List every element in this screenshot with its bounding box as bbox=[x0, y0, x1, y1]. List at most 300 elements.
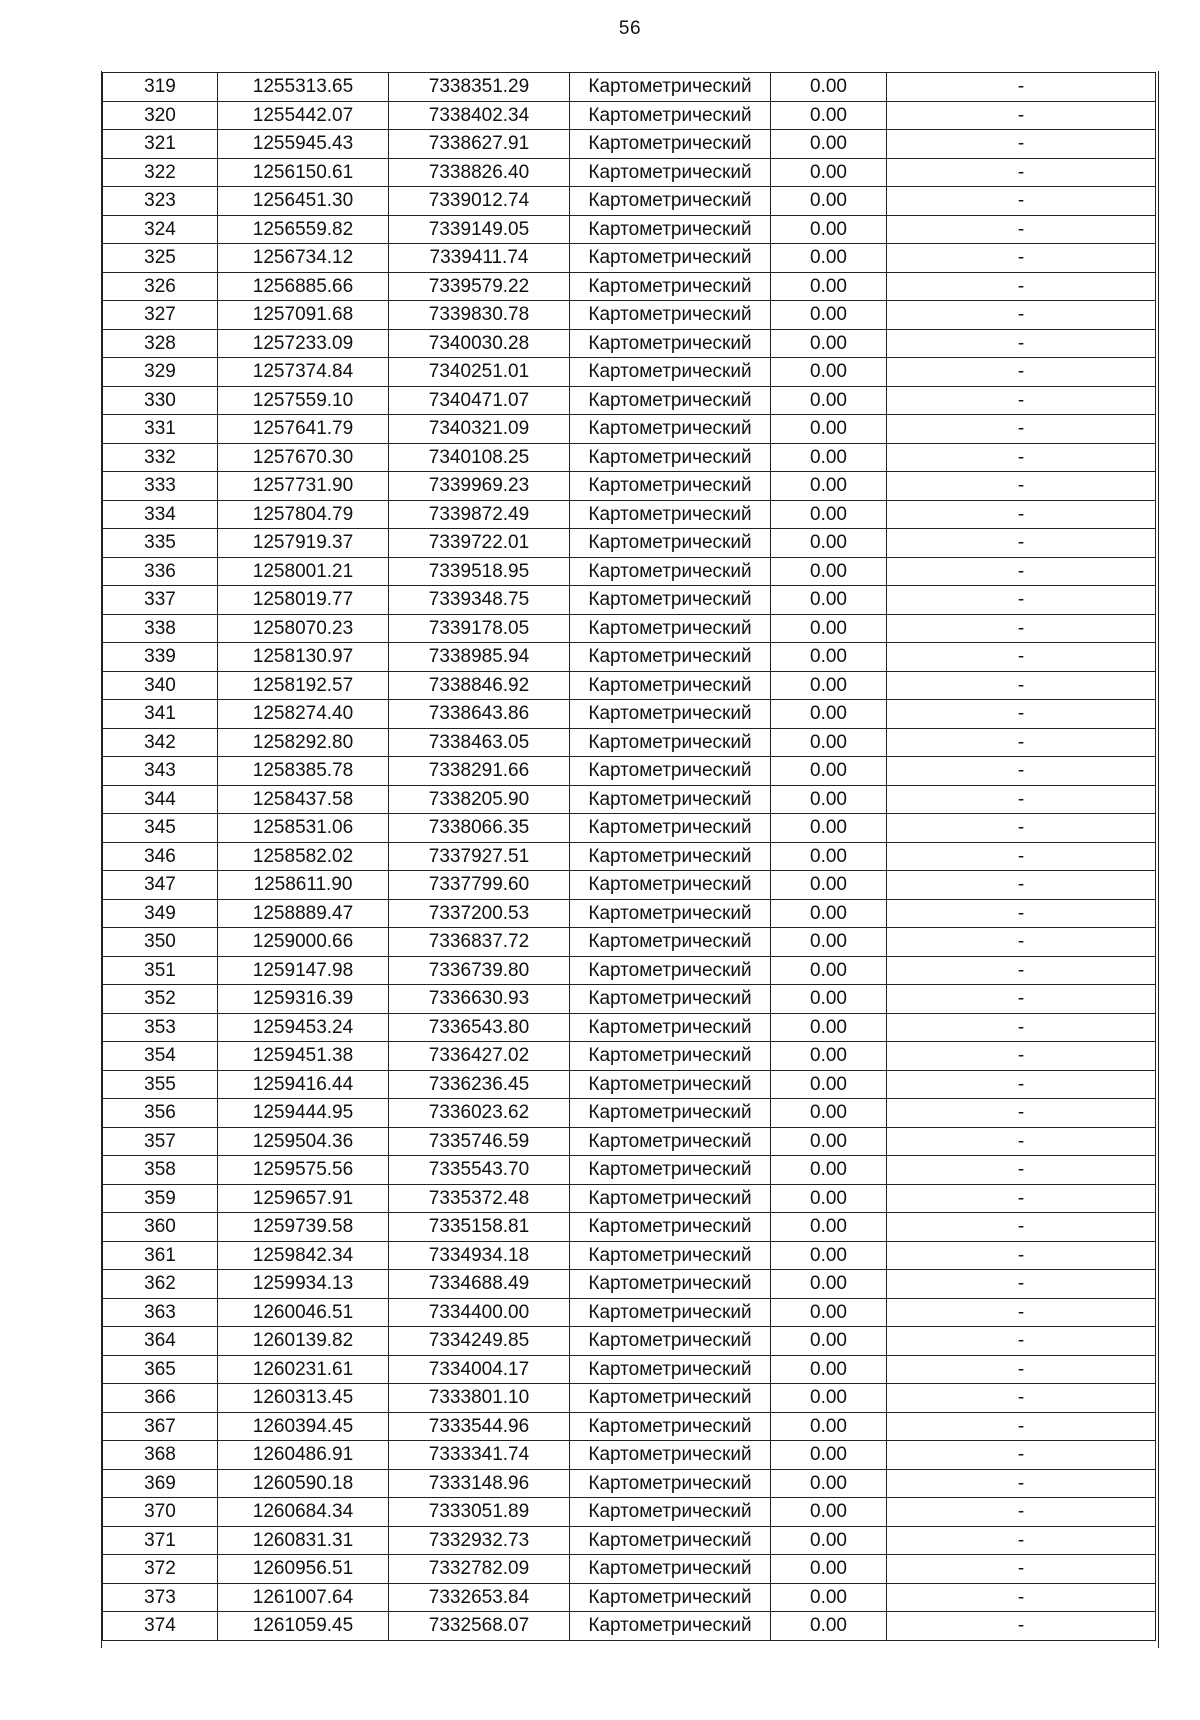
x-coordinate-cell: 1259739.58 bbox=[218, 1213, 389, 1242]
description-cell: - bbox=[887, 1612, 1156, 1641]
method-cell: Картометрический bbox=[570, 1612, 771, 1641]
y-coordinate-cell: 7333544.96 bbox=[389, 1412, 570, 1441]
error-cell: 0.00 bbox=[771, 1441, 887, 1470]
error-cell: 0.00 bbox=[771, 985, 887, 1014]
description-cell: - bbox=[887, 842, 1156, 871]
error-cell: 0.00 bbox=[771, 443, 887, 472]
method-cell: Картометрический bbox=[570, 899, 771, 928]
point-number-cell: 329 bbox=[103, 358, 218, 387]
x-coordinate-cell: 1260590.18 bbox=[218, 1469, 389, 1498]
table-row bbox=[103, 1355, 1156, 1384]
description-cell: - bbox=[887, 1384, 1156, 1413]
description-cell: - bbox=[887, 187, 1156, 216]
method-cell: Картометрический bbox=[570, 785, 771, 814]
method-cell: Картометрический bbox=[570, 1013, 771, 1042]
error-cell: 0.00 bbox=[771, 1156, 887, 1185]
table-row bbox=[103, 1241, 1156, 1270]
x-coordinate-cell: 1260231.61 bbox=[218, 1355, 389, 1384]
x-coordinate-cell: 1256734.12 bbox=[218, 244, 389, 273]
method-cell: Картометрический bbox=[570, 1555, 771, 1584]
error-cell: 0.00 bbox=[771, 187, 887, 216]
method-cell: Картометрический bbox=[570, 1127, 771, 1156]
point-number-cell: 346 bbox=[103, 842, 218, 871]
x-coordinate-cell: 1258582.02 bbox=[218, 842, 389, 871]
error-cell: 0.00 bbox=[771, 1412, 887, 1441]
point-number-cell: 359 bbox=[103, 1184, 218, 1213]
point-number-cell: 363 bbox=[103, 1298, 218, 1327]
method-cell: Картометрический bbox=[570, 1441, 771, 1470]
method-cell: Картометрический bbox=[570, 244, 771, 273]
point-number-cell: 339 bbox=[103, 643, 218, 672]
description-cell: - bbox=[887, 73, 1156, 102]
description-cell: - bbox=[887, 1469, 1156, 1498]
point-number-cell: 342 bbox=[103, 728, 218, 757]
description-cell: - bbox=[887, 728, 1156, 757]
error-cell: 0.00 bbox=[771, 301, 887, 330]
x-coordinate-cell: 1258274.40 bbox=[218, 700, 389, 729]
y-coordinate-cell: 7332782.09 bbox=[389, 1555, 570, 1584]
x-coordinate-cell: 1258385.78 bbox=[218, 757, 389, 786]
y-coordinate-cell: 7335746.59 bbox=[389, 1127, 570, 1156]
y-coordinate-cell: 7333801.10 bbox=[389, 1384, 570, 1413]
description-cell: - bbox=[887, 244, 1156, 273]
description-cell: - bbox=[887, 272, 1156, 301]
point-number-cell: 324 bbox=[103, 215, 218, 244]
coordinates-table bbox=[102, 72, 1156, 1641]
method-cell: Картометрический bbox=[570, 1042, 771, 1071]
method-cell: Картометрический bbox=[570, 871, 771, 900]
error-cell: 0.00 bbox=[771, 1469, 887, 1498]
table-row bbox=[103, 500, 1156, 529]
point-number-cell: 371 bbox=[103, 1526, 218, 1555]
point-number-cell: 321 bbox=[103, 130, 218, 159]
error-cell: 0.00 bbox=[771, 73, 887, 102]
description-cell: - bbox=[887, 1498, 1156, 1527]
method-cell: Картометрический bbox=[570, 700, 771, 729]
y-coordinate-cell: 7339830.78 bbox=[389, 301, 570, 330]
method-cell: Картометрический bbox=[570, 956, 771, 985]
method-cell: Картометрический bbox=[570, 1498, 771, 1527]
y-coordinate-cell: 7338351.29 bbox=[389, 73, 570, 102]
y-coordinate-cell: 7338846.92 bbox=[389, 671, 570, 700]
table-row bbox=[103, 1612, 1156, 1641]
table-row bbox=[103, 358, 1156, 387]
error-cell: 0.00 bbox=[771, 500, 887, 529]
table-row bbox=[103, 386, 1156, 415]
error-cell: 0.00 bbox=[771, 557, 887, 586]
table-row bbox=[103, 130, 1156, 159]
point-number-cell: 365 bbox=[103, 1355, 218, 1384]
x-coordinate-cell: 1258001.21 bbox=[218, 557, 389, 586]
error-cell: 0.00 bbox=[771, 1270, 887, 1299]
description-cell: - bbox=[887, 1127, 1156, 1156]
point-number-cell: 325 bbox=[103, 244, 218, 273]
description-cell: - bbox=[887, 1583, 1156, 1612]
y-coordinate-cell: 7334249.85 bbox=[389, 1327, 570, 1356]
method-cell: Картометрический bbox=[570, 1327, 771, 1356]
description-cell: - bbox=[887, 1156, 1156, 1185]
y-coordinate-cell: 7332653.84 bbox=[389, 1583, 570, 1612]
method-cell: Картометрический bbox=[570, 1384, 771, 1413]
point-number-cell: 372 bbox=[103, 1555, 218, 1584]
point-number-cell: 373 bbox=[103, 1583, 218, 1612]
y-coordinate-cell: 7338402.34 bbox=[389, 101, 570, 130]
description-cell: - bbox=[887, 1042, 1156, 1071]
x-coordinate-cell: 1258611.90 bbox=[218, 871, 389, 900]
method-cell: Картометрический bbox=[570, 842, 771, 871]
point-number-cell: 323 bbox=[103, 187, 218, 216]
table-row bbox=[103, 301, 1156, 330]
x-coordinate-cell: 1257641.79 bbox=[218, 415, 389, 444]
method-cell: Картометрический bbox=[570, 671, 771, 700]
table-row bbox=[103, 842, 1156, 871]
table-row bbox=[103, 643, 1156, 672]
error-cell: 0.00 bbox=[771, 1555, 887, 1584]
error-cell: 0.00 bbox=[771, 358, 887, 387]
y-coordinate-cell: 7336837.72 bbox=[389, 928, 570, 957]
method-cell: Картометрический bbox=[570, 1298, 771, 1327]
error-cell: 0.00 bbox=[771, 130, 887, 159]
method-cell: Картометрический bbox=[570, 1070, 771, 1099]
y-coordinate-cell: 7340321.09 bbox=[389, 415, 570, 444]
error-cell: 0.00 bbox=[771, 1013, 887, 1042]
point-number-cell: 358 bbox=[103, 1156, 218, 1185]
description-cell: - bbox=[887, 1327, 1156, 1356]
table-row bbox=[103, 785, 1156, 814]
x-coordinate-cell: 1256451.30 bbox=[218, 187, 389, 216]
description-cell: - bbox=[887, 757, 1156, 786]
point-number-cell: 340 bbox=[103, 671, 218, 700]
y-coordinate-cell: 7338291.66 bbox=[389, 757, 570, 786]
description-cell: - bbox=[887, 956, 1156, 985]
method-cell: Картометрический bbox=[570, 472, 771, 501]
point-number-cell: 331 bbox=[103, 415, 218, 444]
table-row bbox=[103, 1412, 1156, 1441]
x-coordinate-cell: 1258531.06 bbox=[218, 814, 389, 843]
table-row bbox=[103, 671, 1156, 700]
description-cell: - bbox=[887, 671, 1156, 700]
table-row bbox=[103, 899, 1156, 928]
method-cell: Картометрический bbox=[570, 158, 771, 187]
method-cell: Картометрический bbox=[570, 1270, 771, 1299]
y-coordinate-cell: 7335158.81 bbox=[389, 1213, 570, 1242]
error-cell: 0.00 bbox=[771, 871, 887, 900]
description-cell: - bbox=[887, 586, 1156, 615]
x-coordinate-cell: 1258019.77 bbox=[218, 586, 389, 615]
y-coordinate-cell: 7338985.94 bbox=[389, 643, 570, 672]
x-coordinate-cell: 1258070.23 bbox=[218, 614, 389, 643]
y-coordinate-cell: 7336543.80 bbox=[389, 1013, 570, 1042]
method-cell: Картометрический bbox=[570, 1526, 771, 1555]
x-coordinate-cell: 1261007.64 bbox=[218, 1583, 389, 1612]
y-coordinate-cell: 7335372.48 bbox=[389, 1184, 570, 1213]
x-coordinate-cell: 1256150.61 bbox=[218, 158, 389, 187]
x-coordinate-cell: 1259657.91 bbox=[218, 1184, 389, 1213]
error-cell: 0.00 bbox=[771, 1042, 887, 1071]
x-coordinate-cell: 1259453.24 bbox=[218, 1013, 389, 1042]
y-coordinate-cell: 7336630.93 bbox=[389, 985, 570, 1014]
x-coordinate-cell: 1260831.31 bbox=[218, 1526, 389, 1555]
description-cell: - bbox=[887, 1412, 1156, 1441]
x-coordinate-cell: 1256559.82 bbox=[218, 215, 389, 244]
error-cell: 0.00 bbox=[771, 472, 887, 501]
table-row bbox=[103, 728, 1156, 757]
point-number-cell: 352 bbox=[103, 985, 218, 1014]
x-coordinate-cell: 1260684.34 bbox=[218, 1498, 389, 1527]
description-cell: - bbox=[887, 814, 1156, 843]
x-coordinate-cell: 1257731.90 bbox=[218, 472, 389, 501]
method-cell: Картометрический bbox=[570, 1469, 771, 1498]
y-coordinate-cell: 7338826.40 bbox=[389, 158, 570, 187]
table-row bbox=[103, 1156, 1156, 1185]
method-cell: Картометрический bbox=[570, 728, 771, 757]
table-row bbox=[103, 1498, 1156, 1527]
x-coordinate-cell: 1258292.80 bbox=[218, 728, 389, 757]
error-cell: 0.00 bbox=[771, 814, 887, 843]
y-coordinate-cell: 7339012.74 bbox=[389, 187, 570, 216]
y-coordinate-cell: 7336023.62 bbox=[389, 1099, 570, 1128]
error-cell: 0.00 bbox=[771, 1241, 887, 1270]
x-coordinate-cell: 1259000.66 bbox=[218, 928, 389, 957]
description-cell: - bbox=[887, 785, 1156, 814]
point-number-cell: 374 bbox=[103, 1612, 218, 1641]
description-cell: - bbox=[887, 871, 1156, 900]
description-cell: - bbox=[887, 1241, 1156, 1270]
table-row bbox=[103, 1441, 1156, 1470]
y-coordinate-cell: 7340108.25 bbox=[389, 443, 570, 472]
method-cell: Картометрический bbox=[570, 1184, 771, 1213]
method-cell: Картометрический bbox=[570, 1241, 771, 1270]
method-cell: Картометрический bbox=[570, 1156, 771, 1185]
point-number-cell: 350 bbox=[103, 928, 218, 957]
description-cell: - bbox=[887, 329, 1156, 358]
error-cell: 0.00 bbox=[771, 899, 887, 928]
x-coordinate-cell: 1260956.51 bbox=[218, 1555, 389, 1584]
point-number-cell: 338 bbox=[103, 614, 218, 643]
point-number-cell: 356 bbox=[103, 1099, 218, 1128]
point-number-cell: 326 bbox=[103, 272, 218, 301]
description-cell: - bbox=[887, 215, 1156, 244]
table-row bbox=[103, 614, 1156, 643]
x-coordinate-cell: 1260139.82 bbox=[218, 1327, 389, 1356]
x-coordinate-cell: 1258192.57 bbox=[218, 671, 389, 700]
y-coordinate-cell: 7336236.45 bbox=[389, 1070, 570, 1099]
method-cell: Картометрический bbox=[570, 985, 771, 1014]
y-coordinate-cell: 7337799.60 bbox=[389, 871, 570, 900]
error-cell: 0.00 bbox=[771, 1526, 887, 1555]
method-cell: Картометрический bbox=[570, 500, 771, 529]
x-coordinate-cell: 1259316.39 bbox=[218, 985, 389, 1014]
point-number-cell: 335 bbox=[103, 529, 218, 558]
method-cell: Картометрический bbox=[570, 928, 771, 957]
y-coordinate-cell: 7339348.75 bbox=[389, 586, 570, 615]
error-cell: 0.00 bbox=[771, 1213, 887, 1242]
method-cell: Картометрический bbox=[570, 272, 771, 301]
y-coordinate-cell: 7338643.86 bbox=[389, 700, 570, 729]
point-number-cell: 361 bbox=[103, 1241, 218, 1270]
description-cell: - bbox=[887, 1526, 1156, 1555]
x-coordinate-cell: 1260046.51 bbox=[218, 1298, 389, 1327]
table-row bbox=[103, 956, 1156, 985]
error-cell: 0.00 bbox=[771, 757, 887, 786]
point-number-cell: 328 bbox=[103, 329, 218, 358]
method-cell: Картометрический bbox=[570, 757, 771, 786]
y-coordinate-cell: 7334688.49 bbox=[389, 1270, 570, 1299]
error-cell: 0.00 bbox=[771, 1070, 887, 1099]
y-coordinate-cell: 7332932.73 bbox=[389, 1526, 570, 1555]
description-cell: - bbox=[887, 443, 1156, 472]
description-cell: - bbox=[887, 614, 1156, 643]
table-row bbox=[103, 814, 1156, 843]
y-coordinate-cell: 7339579.22 bbox=[389, 272, 570, 301]
point-number-cell: 319 bbox=[103, 73, 218, 102]
table-row bbox=[103, 529, 1156, 558]
y-coordinate-cell: 7334934.18 bbox=[389, 1241, 570, 1270]
method-cell: Картометрический bbox=[570, 814, 771, 843]
x-coordinate-cell: 1259575.56 bbox=[218, 1156, 389, 1185]
description-cell: - bbox=[887, 899, 1156, 928]
x-coordinate-cell: 1257919.37 bbox=[218, 529, 389, 558]
error-cell: 0.00 bbox=[771, 614, 887, 643]
y-coordinate-cell: 7339722.01 bbox=[389, 529, 570, 558]
method-cell: Картометрический bbox=[570, 586, 771, 615]
table-row bbox=[103, 928, 1156, 957]
x-coordinate-cell: 1258437.58 bbox=[218, 785, 389, 814]
x-coordinate-cell: 1257091.68 bbox=[218, 301, 389, 330]
point-number-cell: 362 bbox=[103, 1270, 218, 1299]
table-row bbox=[103, 1469, 1156, 1498]
description-cell: - bbox=[887, 1213, 1156, 1242]
description-cell: - bbox=[887, 158, 1156, 187]
table-row bbox=[103, 1583, 1156, 1612]
method-cell: Картометрический bbox=[570, 187, 771, 216]
error-cell: 0.00 bbox=[771, 842, 887, 871]
method-cell: Картометрический bbox=[570, 73, 771, 102]
point-number-cell: 349 bbox=[103, 899, 218, 928]
y-coordinate-cell: 7337927.51 bbox=[389, 842, 570, 871]
description-cell: - bbox=[887, 1355, 1156, 1384]
description-cell: - bbox=[887, 386, 1156, 415]
error-cell: 0.00 bbox=[771, 956, 887, 985]
point-number-cell: 336 bbox=[103, 557, 218, 586]
description-cell: - bbox=[887, 500, 1156, 529]
description-cell: - bbox=[887, 415, 1156, 444]
description-cell: - bbox=[887, 101, 1156, 130]
error-cell: 0.00 bbox=[771, 1184, 887, 1213]
table-row bbox=[103, 1555, 1156, 1584]
y-coordinate-cell: 7332568.07 bbox=[389, 1612, 570, 1641]
point-number-cell: 368 bbox=[103, 1441, 218, 1470]
error-cell: 0.00 bbox=[771, 785, 887, 814]
table-row bbox=[103, 272, 1156, 301]
page-number: 56 bbox=[618, 18, 642, 39]
point-number-cell: 337 bbox=[103, 586, 218, 615]
method-cell: Картометрический bbox=[570, 1412, 771, 1441]
method-cell: Картометрический bbox=[570, 415, 771, 444]
point-number-cell: 330 bbox=[103, 386, 218, 415]
table-row bbox=[103, 101, 1156, 130]
point-number-cell: 334 bbox=[103, 500, 218, 529]
error-cell: 0.00 bbox=[771, 1298, 887, 1327]
method-cell: Картометрический bbox=[570, 101, 771, 130]
error-cell: 0.00 bbox=[771, 415, 887, 444]
point-number-cell: 366 bbox=[103, 1384, 218, 1413]
table-row bbox=[103, 1213, 1156, 1242]
error-cell: 0.00 bbox=[771, 728, 887, 757]
y-coordinate-cell: 7340251.01 bbox=[389, 358, 570, 387]
error-cell: 0.00 bbox=[771, 158, 887, 187]
table-body bbox=[103, 73, 1156, 1641]
method-cell: Картометрический bbox=[570, 443, 771, 472]
x-coordinate-cell: 1258889.47 bbox=[218, 899, 389, 928]
x-coordinate-cell: 1259842.34 bbox=[218, 1241, 389, 1270]
y-coordinate-cell: 7338463.05 bbox=[389, 728, 570, 757]
x-coordinate-cell: 1261059.45 bbox=[218, 1612, 389, 1641]
y-coordinate-cell: 7336739.80 bbox=[389, 956, 570, 985]
x-coordinate-cell: 1257559.10 bbox=[218, 386, 389, 415]
error-cell: 0.00 bbox=[771, 215, 887, 244]
y-coordinate-cell: 7339178.05 bbox=[389, 614, 570, 643]
method-cell: Картометрический bbox=[570, 386, 771, 415]
table-row bbox=[103, 1298, 1156, 1327]
x-coordinate-cell: 1255313.65 bbox=[218, 73, 389, 102]
description-cell: - bbox=[887, 1298, 1156, 1327]
error-cell: 0.00 bbox=[771, 529, 887, 558]
y-coordinate-cell: 7339872.49 bbox=[389, 500, 570, 529]
error-cell: 0.00 bbox=[771, 1612, 887, 1641]
point-number-cell: 327 bbox=[103, 301, 218, 330]
y-coordinate-cell: 7334004.17 bbox=[389, 1355, 570, 1384]
point-number-cell: 369 bbox=[103, 1469, 218, 1498]
y-coordinate-cell: 7339411.74 bbox=[389, 244, 570, 273]
point-number-cell: 351 bbox=[103, 956, 218, 985]
method-cell: Картометрический bbox=[570, 643, 771, 672]
y-coordinate-cell: 7338627.91 bbox=[389, 130, 570, 159]
y-coordinate-cell: 7338066.35 bbox=[389, 814, 570, 843]
point-number-cell: 360 bbox=[103, 1213, 218, 1242]
error-cell: 0.00 bbox=[771, 1127, 887, 1156]
error-cell: 0.00 bbox=[771, 1384, 887, 1413]
description-cell: - bbox=[887, 1184, 1156, 1213]
point-number-cell: 320 bbox=[103, 101, 218, 130]
description-cell: - bbox=[887, 1013, 1156, 1042]
x-coordinate-cell: 1258130.97 bbox=[218, 643, 389, 672]
method-cell: Картометрический bbox=[570, 1583, 771, 1612]
point-number-cell: 347 bbox=[103, 871, 218, 900]
table-row bbox=[103, 757, 1156, 786]
point-number-cell: 344 bbox=[103, 785, 218, 814]
point-number-cell: 367 bbox=[103, 1412, 218, 1441]
y-coordinate-cell: 7339149.05 bbox=[389, 215, 570, 244]
error-cell: 0.00 bbox=[771, 586, 887, 615]
y-coordinate-cell: 7340030.28 bbox=[389, 329, 570, 358]
table-row bbox=[103, 472, 1156, 501]
point-number-cell: 353 bbox=[103, 1013, 218, 1042]
table-row bbox=[103, 557, 1156, 586]
table-row bbox=[103, 1099, 1156, 1128]
description-cell: - bbox=[887, 1099, 1156, 1128]
table-row bbox=[103, 158, 1156, 187]
x-coordinate-cell: 1259934.13 bbox=[218, 1270, 389, 1299]
x-coordinate-cell: 1259416.44 bbox=[218, 1070, 389, 1099]
y-coordinate-cell: 7336427.02 bbox=[389, 1042, 570, 1071]
x-coordinate-cell: 1259444.95 bbox=[218, 1099, 389, 1128]
table-row bbox=[103, 1013, 1156, 1042]
point-number-cell: 357 bbox=[103, 1127, 218, 1156]
x-coordinate-cell: 1257374.84 bbox=[218, 358, 389, 387]
x-coordinate-cell: 1257670.30 bbox=[218, 443, 389, 472]
error-cell: 0.00 bbox=[771, 1327, 887, 1356]
